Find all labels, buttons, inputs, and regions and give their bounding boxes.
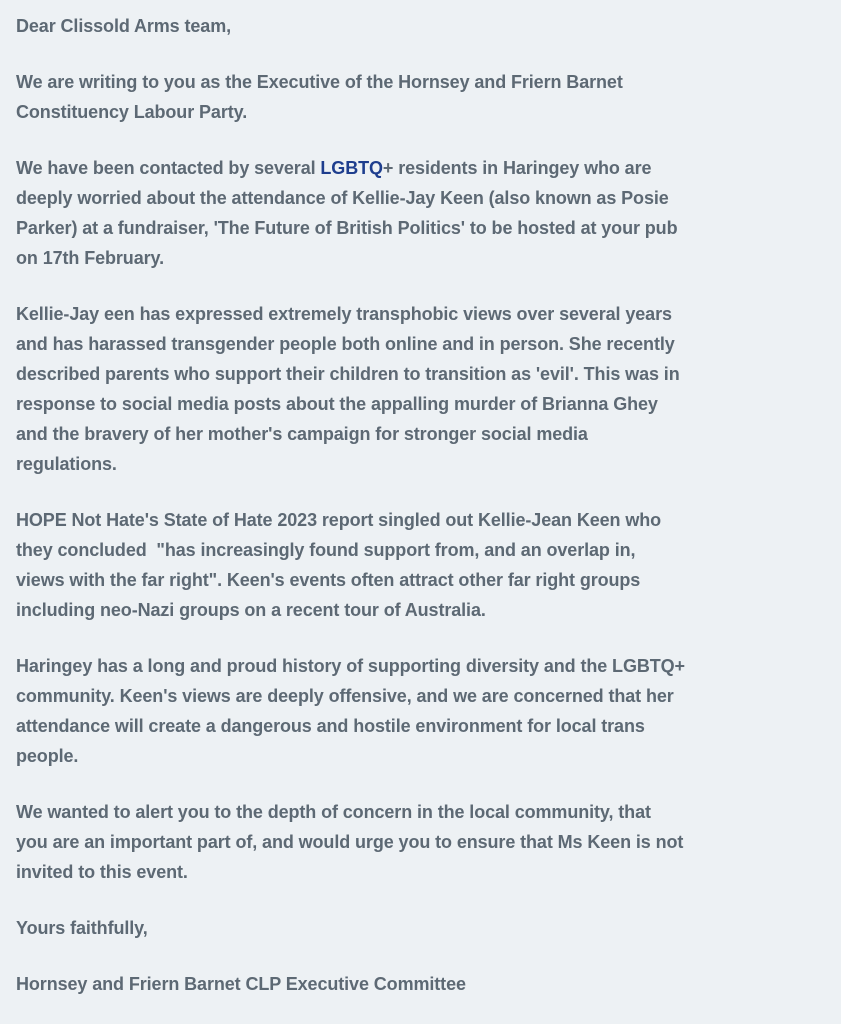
letter-line: We are writing to you as the Executive of the Hornsey and Friern Barnet xyxy=(16,72,623,92)
paragraph-hope-report xyxy=(16,505,825,625)
letter-line: and the bravery of her mother's campaign for stronger social media xyxy=(16,424,588,444)
letter-line: Haringey has a long and proud history of supporting diversity and the LGBTQ+ xyxy=(16,656,685,676)
letter-line: views with the far right". Keen's events often attract other far right groups xyxy=(16,570,641,590)
letter-line: Hornsey and Friern Barnet CLP Executive Committee xyxy=(16,974,466,994)
link-line-after: + residents in Haringey who are xyxy=(382,158,652,178)
letter-line: community. Keen's views are deeply offensive, and we are concerned that her xyxy=(16,686,674,706)
letter-line: deeply worried about the attendance of Kellie-Jay Keen (also known as Posie xyxy=(16,188,669,208)
lgbtq-link[interactable]: LGBTQ xyxy=(320,158,383,178)
letter-line: people. xyxy=(16,746,79,766)
letter-line: on 17th February. xyxy=(16,248,164,268)
paragraph-haringey xyxy=(16,651,825,771)
paragraph-keen-history xyxy=(16,299,825,479)
paragraph-signoff xyxy=(16,913,825,943)
letter-line: including neo-Nazi groups on a recent tour of Australia. xyxy=(16,600,486,620)
letter-line: and has harassed transgender people both online and in person. She recently xyxy=(16,334,675,354)
paragraph-intro xyxy=(16,67,825,127)
paragraph-signature xyxy=(16,969,825,999)
letter-line: Kellie-Jay een has expressed extremely transphobic views over several years xyxy=(16,304,672,324)
link-line-before: We have been contacted by several xyxy=(16,158,321,178)
letter-line: Constituency Labour Party. xyxy=(16,102,248,122)
letter-line: We wanted to alert you to the depth of concern in the local community, that xyxy=(16,802,651,822)
paragraph-concern xyxy=(16,153,825,273)
letter-line: HOPE Not Hate's State of Hate 2023 report singled out Kellie-Jean Keen who xyxy=(16,510,662,530)
letter-line xyxy=(16,153,825,183)
letter-line: Dear Clissold Arms team, xyxy=(16,16,232,36)
letter-line: Parker) at a fundraiser, 'The Future of British Politics' to be hosted at your pub xyxy=(16,218,678,238)
letter-line: response to social media posts about the appalling murder of Brianna Ghey xyxy=(16,394,658,414)
letter-line: invited to this event. xyxy=(16,862,188,882)
letter-line: Yours faithfully, xyxy=(16,918,148,938)
letter-line: described parents who support their children to transition as 'evil'. This was in xyxy=(16,364,680,384)
paragraph-request xyxy=(16,797,825,887)
letter-line: regulations. xyxy=(16,454,117,474)
letter-line: you are an important part of, and would urge you to ensure that Ms Keen is not xyxy=(16,832,684,852)
letter-line: they concluded "has increasingly found support from, and an overlap in, xyxy=(16,540,636,560)
paragraph-salutation xyxy=(16,11,825,41)
letter-line: attendance will create a dangerous and hostile environment for local trans xyxy=(16,716,645,736)
